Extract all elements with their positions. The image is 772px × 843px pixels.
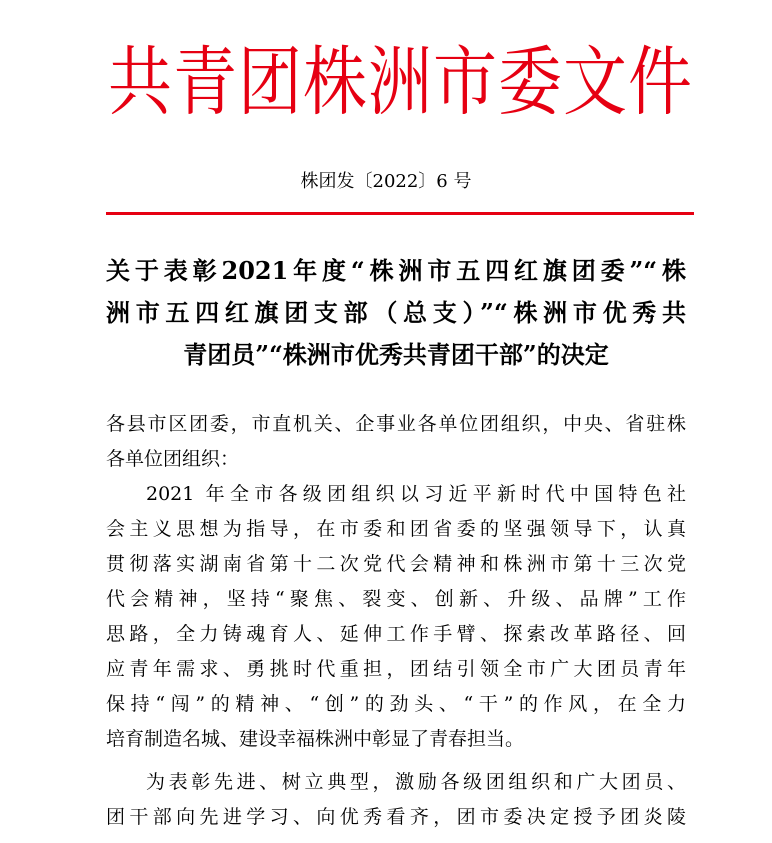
body-line: 团干部向先进学习、向优秀看齐，团市委决定授予团炎陵 xyxy=(106,806,686,828)
body-line: 为表彰先进、树立典型，激励各级团组织和广大团员、 xyxy=(146,771,686,793)
header-divider-rule xyxy=(106,212,694,215)
body-line: 各县市区团委，市直机关、企事业各单位团组织，中央、省驻株 xyxy=(106,413,686,435)
paragraph-2 xyxy=(106,765,686,835)
title-line: 洲市五四红旗团支部（总支）”“株洲市优秀共 xyxy=(106,298,686,327)
body-line: 培育制造名城、建设幸福株洲中彰显了青春担当。 xyxy=(106,728,525,750)
document-masthead: 共青团株洲市委文件 xyxy=(108,39,693,127)
salutation xyxy=(106,407,686,477)
body-line: 各单位团组织： xyxy=(106,448,240,470)
document-body xyxy=(106,407,686,835)
title-line: 关于表彰2021年度“株洲市五四红旗团委”“株 xyxy=(106,256,686,285)
body-line: 代会精神，坚持“聚焦、裂变、创新、升级、品牌”工作 xyxy=(106,588,686,610)
document-title xyxy=(106,250,686,376)
body-line: 贯彻落实湖南省第十二次党代会精神和株洲市第十三次党 xyxy=(106,553,686,575)
body-line: 思路，全力铸魂育人、延伸工作手臂、探索改革路径、回 xyxy=(106,623,686,645)
document-number: 株团发〔2022〕6 号 xyxy=(300,171,472,192)
body-line: 会主义思想为指导，在市委和团省委的坚强领导下，认真 xyxy=(106,518,686,540)
body-line: 2021 年全市各级团组织以习近平新时代中国特色社 xyxy=(146,483,686,505)
paragraph-1 xyxy=(106,477,686,757)
title-line: 青团员”“株洲市优秀共青团干部”的决定 xyxy=(183,340,609,369)
body-line: 应青年需求、勇挑时代重担，团结引领全市广大团员青年 xyxy=(106,658,686,680)
body-line: 保持“闯”的精神、“创”的劲头、“干”的作风，在全力 xyxy=(106,693,686,715)
